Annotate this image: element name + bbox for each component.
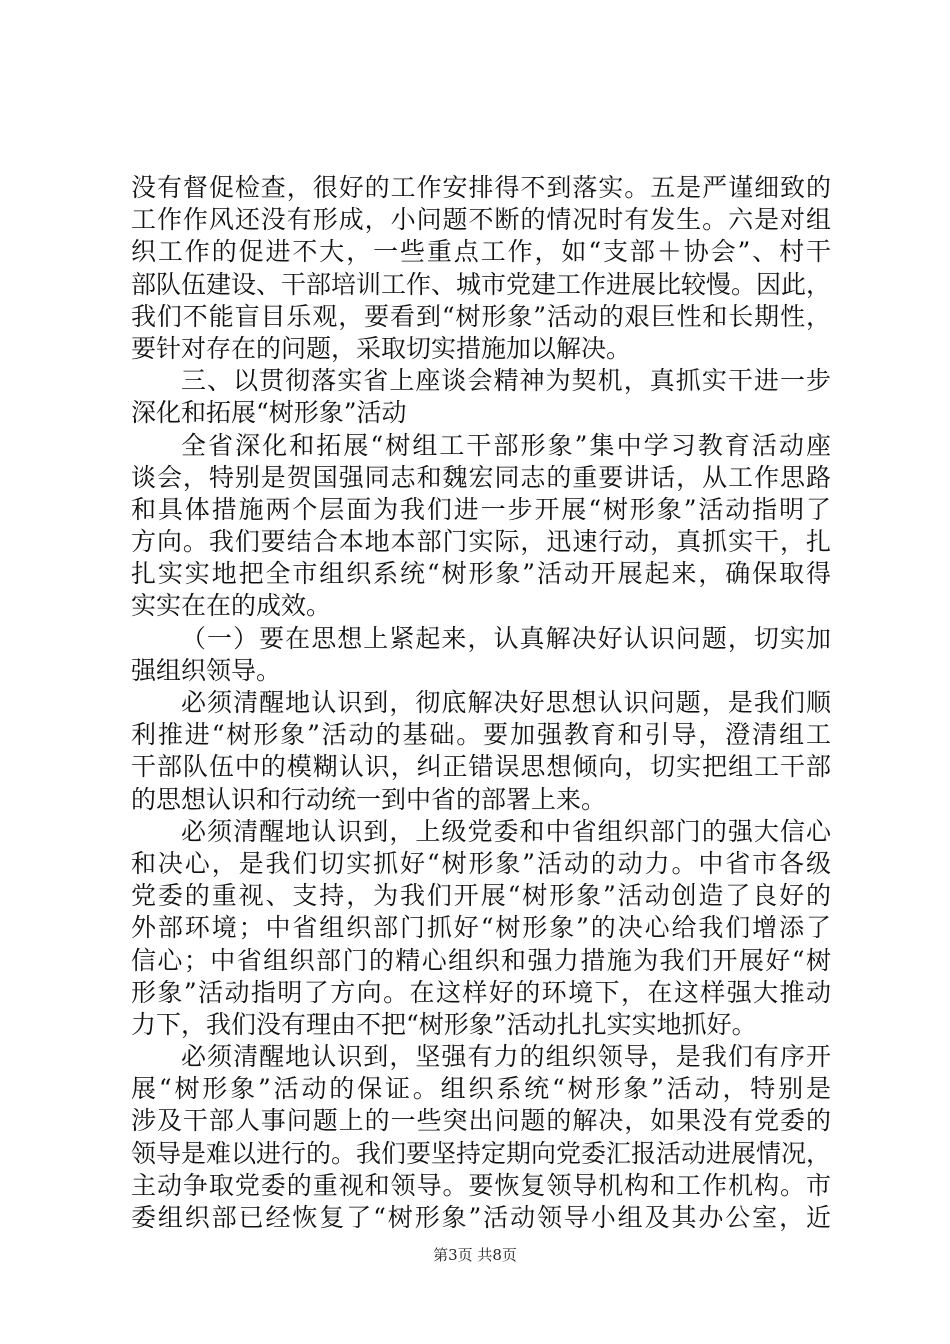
text-line: 干部队伍中的模糊认识，纠正错误思想倾向，切实把组工干部 [131, 752, 831, 782]
text-line: 的思想认识和行动统一到中省的部署上来。 [131, 784, 607, 814]
text-line: 部队伍建设、干部培训工作、城市党建工作进展比较慢。因此， [131, 269, 831, 299]
text-line: 领导是难以进行的。我们要坚持定期向党委汇报活动进展情况， [131, 1138, 831, 1168]
text-line: 主动争取党委的重视和领导。要恢复领导机构和工作机构。市 [131, 1170, 831, 1200]
text-line: （一）要在思想上紧起来，认真解决好认识问题，切实加 [181, 623, 831, 653]
text-line: 和决心，是我们切实抓好“树形象”活动的动力。中省市各级 [131, 848, 831, 878]
text-line: 实实在在的成效。 [131, 591, 332, 621]
text-line: 利推进“树形象”活动的基础。要加强教育和引导，澄清组工 [131, 720, 831, 750]
text-line: 织工作的促进不大，一些重点工作，如“支部＋协会”、村干 [131, 237, 831, 267]
text-line: 外部环境；中省组织部门抓好“树形象”的决心给我们增添了 [131, 913, 831, 943]
text-line: 谈会，特别是贺国强同志和魏宏同志的重要讲话，从工作思路 [131, 462, 831, 492]
text-line: 方向。我们要结合本地本部门实际，迅速行动，真抓实干，扎 [131, 527, 831, 557]
text-line: 深化和拓展“树形象”活动 [131, 398, 407, 428]
text-line: 要针对存在的问题，采取切实措施加以解决。 [131, 333, 632, 363]
text-line: 我们不能盲目乐观，要看到“树形象”活动的艰巨性和长期性， [131, 301, 831, 331]
text-line: 没有督促检查，很好的工作安排得不到落实。五是严谨细致的 [131, 173, 831, 202]
document-body [131, 172, 831, 1234]
text-line: 扎实实地把全市组织系统“树形象”活动开展起来，确保取得 [131, 559, 831, 589]
text-line: 必须清醒地认识到，上级党委和中省组织部门的强大信心 [181, 816, 831, 846]
text-line: 委组织部已经恢复了“树形象”活动领导小组及其办公室，近 [131, 1203, 831, 1232]
text-line: 党委的重视、支持，为我们开展“树形象”活动创造了良好的 [131, 881, 831, 911]
text-line: 必须清醒地认识到，坚强有力的组织领导，是我们有序开 [181, 1042, 831, 1072]
text-line: 展“树形象”活动的保证。组织系统“树形象”活动，特别是 [131, 1074, 831, 1104]
text-line: 三、以贯彻落实省上座谈会精神为契机，真抓实干进一步 [181, 366, 831, 396]
text-line: 信心；中省组织部门的精心组织和强力措施为我们开展好“树 [131, 945, 831, 975]
text-line: 涉及干部人事问题上的一些突出问题的解决，如果没有党委的 [131, 1106, 831, 1136]
page-number-footer: 第3页 共8页 [433, 1246, 517, 1264]
text-line: 工作作风还没有形成，小问题不断的情况时有发生。六是对组 [131, 205, 831, 235]
text-line: 全省深化和拓展“树组工干部形象”集中学习教育活动座 [181, 430, 831, 460]
text-line: 强组织领导。 [131, 655, 282, 685]
text-line: 形象”活动指明了方向。在这样好的环境下，在这样强大推动 [131, 977, 831, 1007]
text-line: 必须清醒地认识到，彻底解决好思想认识问题，是我们顺 [181, 688, 831, 717]
text-line: 和具体措施两个层面为我们进一步开展“树形象”活动指明了 [131, 494, 831, 524]
text-line: 力下，我们没有理由不把“树形象”活动扎扎实实地抓好。 [131, 1009, 757, 1039]
